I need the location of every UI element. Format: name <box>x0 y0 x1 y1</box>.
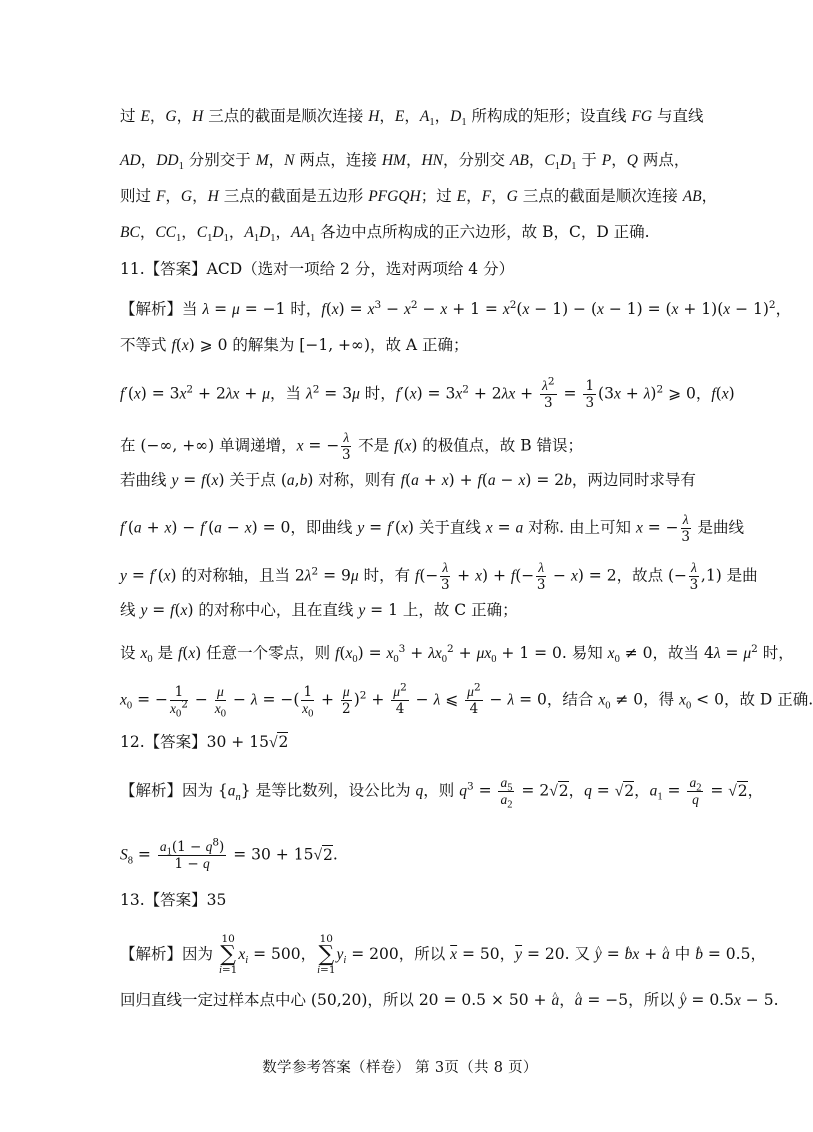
q12-answer: 12.【答案】30 + 15√2 <box>120 733 289 751</box>
q11-answer: 11.【答案】ACD（选对一项给 2 分，选对两项给 4 分） <box>120 260 515 278</box>
q11-analysis-3: $f'(x) = 3x^2 + 2\lambda x + \mu$，当 $\lambda^2 = 3\mu$ 时，$f'(x) = 3x^2 + 2\lambda x$ + $\frac{\lambda^2}{3}$ = $\frac{1}{3}$ $(3x + \lambda)^2$ ⩾ 0，f(x) <box>120 375 735 411</box>
q13-analysis-2: 回归直线一定过样本点中心 (50,20)，所以 20 = 0.5 × 50 + ^ a，^ a = −5，所以 ^ y = 0.5x − 5. <box>120 987 732 1014</box>
q11-analysis-10: $x_0$ = − $\frac{1}{x_0^2}$ − $\frac{\mu}{x_0}$ − λ = −( $\frac{1}{x_0}$ + $\frac{\mu}{2}$ )$^2$ + $\frac{\mu^2}{4}$ − λ ⩽ $\frac{\mu^2}{4}$ − λ = 0，结合 $x_0 \ne 0$，得 $x_0 < 0$，故 D 正确. <box>120 681 813 720</box>
q10-line-1: 过 E，G，H 三点的截面是顺次连接 H，E，$A_1$，$D_1$ 所构成的矩形；设直线 FG 与直线 <box>120 107 704 129</box>
q12-analysis-2: $S_8$ = $\frac{a_1(1 - q^8)}{1 - q}$ = 30 + 15√2. <box>120 836 338 872</box>
q10-line-2: AD，$DD_1$ 分别交于 M，N 两点，连接 HM，HN，分别交 AB，$C_1D_1$ 于 P，Q 两点， <box>120 151 690 173</box>
q11-analysis-5: 若曲线 y = f(x) 关于点 (a,b) 对称，则有 f(a + x) + f(a − x) = 2b，两边同时求导有 <box>120 471 696 489</box>
q10-line-3: 则过 F，G，H 三点的截面是五边形 PFGQH；过 E，F，G 三点的截面是顺次连接 AB， <box>120 187 718 205</box>
q11-analysis-2: 不等式 f(x) ⩾ 0 的解集为 [−1, +∞)，故 A 正确； <box>120 336 469 354</box>
q11-analysis-9: 设 $x_0$ 是 f(x) 任意一个零点，则 $f(x_0) = x_0^3 + \lambda x_0^2 + \mu x_0 + 1 = 0$. 易知 $x_0 \ne 0$，故当 $4\lambda = \mu^2$ 时， <box>120 642 794 666</box>
page-footer: 数学参考答案（样卷） 第 3页（共 8 页） <box>262 1060 538 1076</box>
q13-analysis-1: 【解析】因为 10 ∑ i=1 $x_i = 500$， 10 ∑ i=1 $y_i = 200$，所以 $\overline{x} = 50$，$\overline{y} = 20$. 又 ^ y = ^ bx + ^ a 中 ^ b = 0.5， <box>120 934 732 976</box>
q11-analysis-8: 线 y = f(x) 的对称中心，且在直线 y = 1 上，故 C 正确； <box>120 601 518 619</box>
q11-analysis-1: 【解析】当 λ = μ = −1 时，$f(x) = x^3 - x^2 - x + 1 = x^2(x - 1) - (x - 1) = (x + 1)(x - 1)^2$， <box>120 298 792 318</box>
q11-analysis-7: y = f′(x) 的对称轴，且当 $2\lambda^2 = 9\mu$ 时，有 f(− $\frac{\lambda}{3}$ + x) + f(− $\frac{\lambda}{3}$ − x) = 2，故点 (− $\frac{\lambda}{3}$ ,1) 是曲 <box>120 560 758 593</box>
q11-analysis-6: f′(a + x) − f′(a − x) = 0，即曲线 y = f′(x) 关于直线 x = a 对称. 由上可知 x = − $\frac{\lambda}{3}$ 是曲线 <box>120 512 744 545</box>
q12-analysis-1: 【解析】因为 $\{a_n\}$ 是等比数列，设公比为 q，则 $q^3$ = $\frac{a_5}{a_2}$ = 2√2，q = √2，$a_1$ = $\frac{a_2}{q}$ = √2， <box>120 775 764 811</box>
q10-line-4: BC，$CC_1$，$C_1D_1$，$A_1D_1$，$AA_1$ 各边中点所构成的正六边形，故 B，C，D 正确. <box>120 223 650 245</box>
q11-analysis-4: 在 (−∞, +∞) 单调递增，x = − $\frac{\lambda}{3}$ 不是 f(x) 的极值点，故 B 错误； <box>120 430 584 463</box>
q13-answer: 13.【答案】35 <box>120 891 227 909</box>
